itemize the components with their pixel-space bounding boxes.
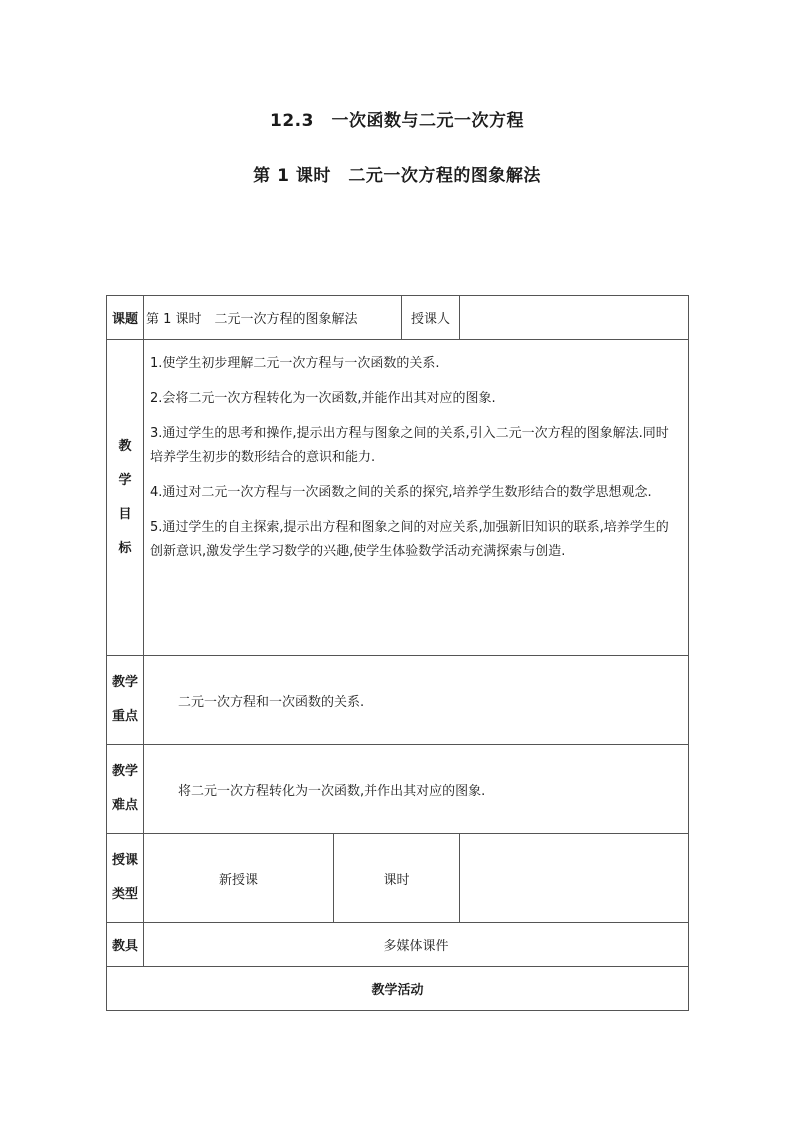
tools-label: 教具 bbox=[107, 923, 144, 967]
objectives-label bbox=[107, 340, 144, 656]
objectives-label-char: 教 bbox=[118, 438, 132, 454]
objective-item: 5.通过学生的自主探索,提示出方程和图象之间的对应关系,加强新旧知识的联系,培养学生的创新意识,激发学生学习数学的兴趣,使学生体验数学活动充满探索与创造. bbox=[150, 520, 669, 559]
difficulties-label-line: 教学 bbox=[111, 764, 138, 779]
key-points-label-line: 教学 bbox=[111, 675, 138, 690]
lesson-type-label bbox=[107, 834, 144, 923]
objective-item: 2.会将二元一次方程转化为一次函数,并能作出其对应的图象. bbox=[150, 391, 496, 406]
tools-row bbox=[107, 923, 689, 967]
lesson-plan-table bbox=[106, 295, 689, 1011]
difficulties-label-line: 难点 bbox=[111, 798, 138, 813]
objectives-label-char: 标 bbox=[118, 540, 132, 556]
tools-value: 多媒体课件 bbox=[144, 923, 689, 967]
objective-item: 3.通过学生的思考和操作,提示出方程与图象之间的关系,引入二元一次方程的图象解法.同时培养学生初步的数形结合的意识和能力. bbox=[150, 426, 669, 465]
lesson-type-label-line: 授课 bbox=[111, 853, 138, 868]
difficulties-content: 将二元一次方程转化为一次函数,并作出其对应的图象. bbox=[144, 745, 689, 834]
lesson-type-value: 新授课 bbox=[144, 834, 334, 923]
difficulties-label bbox=[107, 745, 144, 834]
activities-header: 教学活动 bbox=[107, 967, 689, 1011]
lesson-type-row bbox=[107, 834, 689, 923]
key-points-content: 二元一次方程和一次函数的关系. bbox=[144, 656, 689, 745]
objectives-row bbox=[107, 340, 689, 656]
periods-label: 课时 bbox=[334, 834, 460, 923]
objective-item: 4.通过对二元一次方程与一次函数之间的关系的探究,培养学生数形结合的数学思想观念. bbox=[150, 485, 652, 500]
objective-item: 1.使学生初步理解二元一次方程与一次函数的关系. bbox=[150, 356, 440, 371]
periods-value bbox=[460, 834, 689, 923]
objectives-label-char: 学 bbox=[118, 472, 132, 488]
document-title: 12.3 一次函数与二元一次方程 bbox=[270, 111, 524, 131]
document-subtitle: 第 1 课时 二元一次方程的图象解法 bbox=[253, 166, 541, 186]
topic-row bbox=[107, 296, 689, 340]
difficulties-row bbox=[107, 745, 689, 834]
key-points-row bbox=[107, 656, 689, 745]
objectives-label-char: 目 bbox=[118, 506, 132, 522]
objectives-content bbox=[144, 340, 689, 656]
key-points-label-line: 重点 bbox=[111, 709, 138, 724]
topic-label: 课题 bbox=[107, 296, 144, 340]
topic-value: 第 1 课时 二元一次方程的图象解法 bbox=[144, 296, 402, 340]
teacher-value bbox=[460, 296, 689, 340]
activities-row bbox=[107, 967, 689, 1011]
teacher-label: 授课人 bbox=[402, 296, 460, 340]
key-points-label bbox=[107, 656, 144, 745]
lesson-type-label-line: 类型 bbox=[111, 887, 138, 902]
